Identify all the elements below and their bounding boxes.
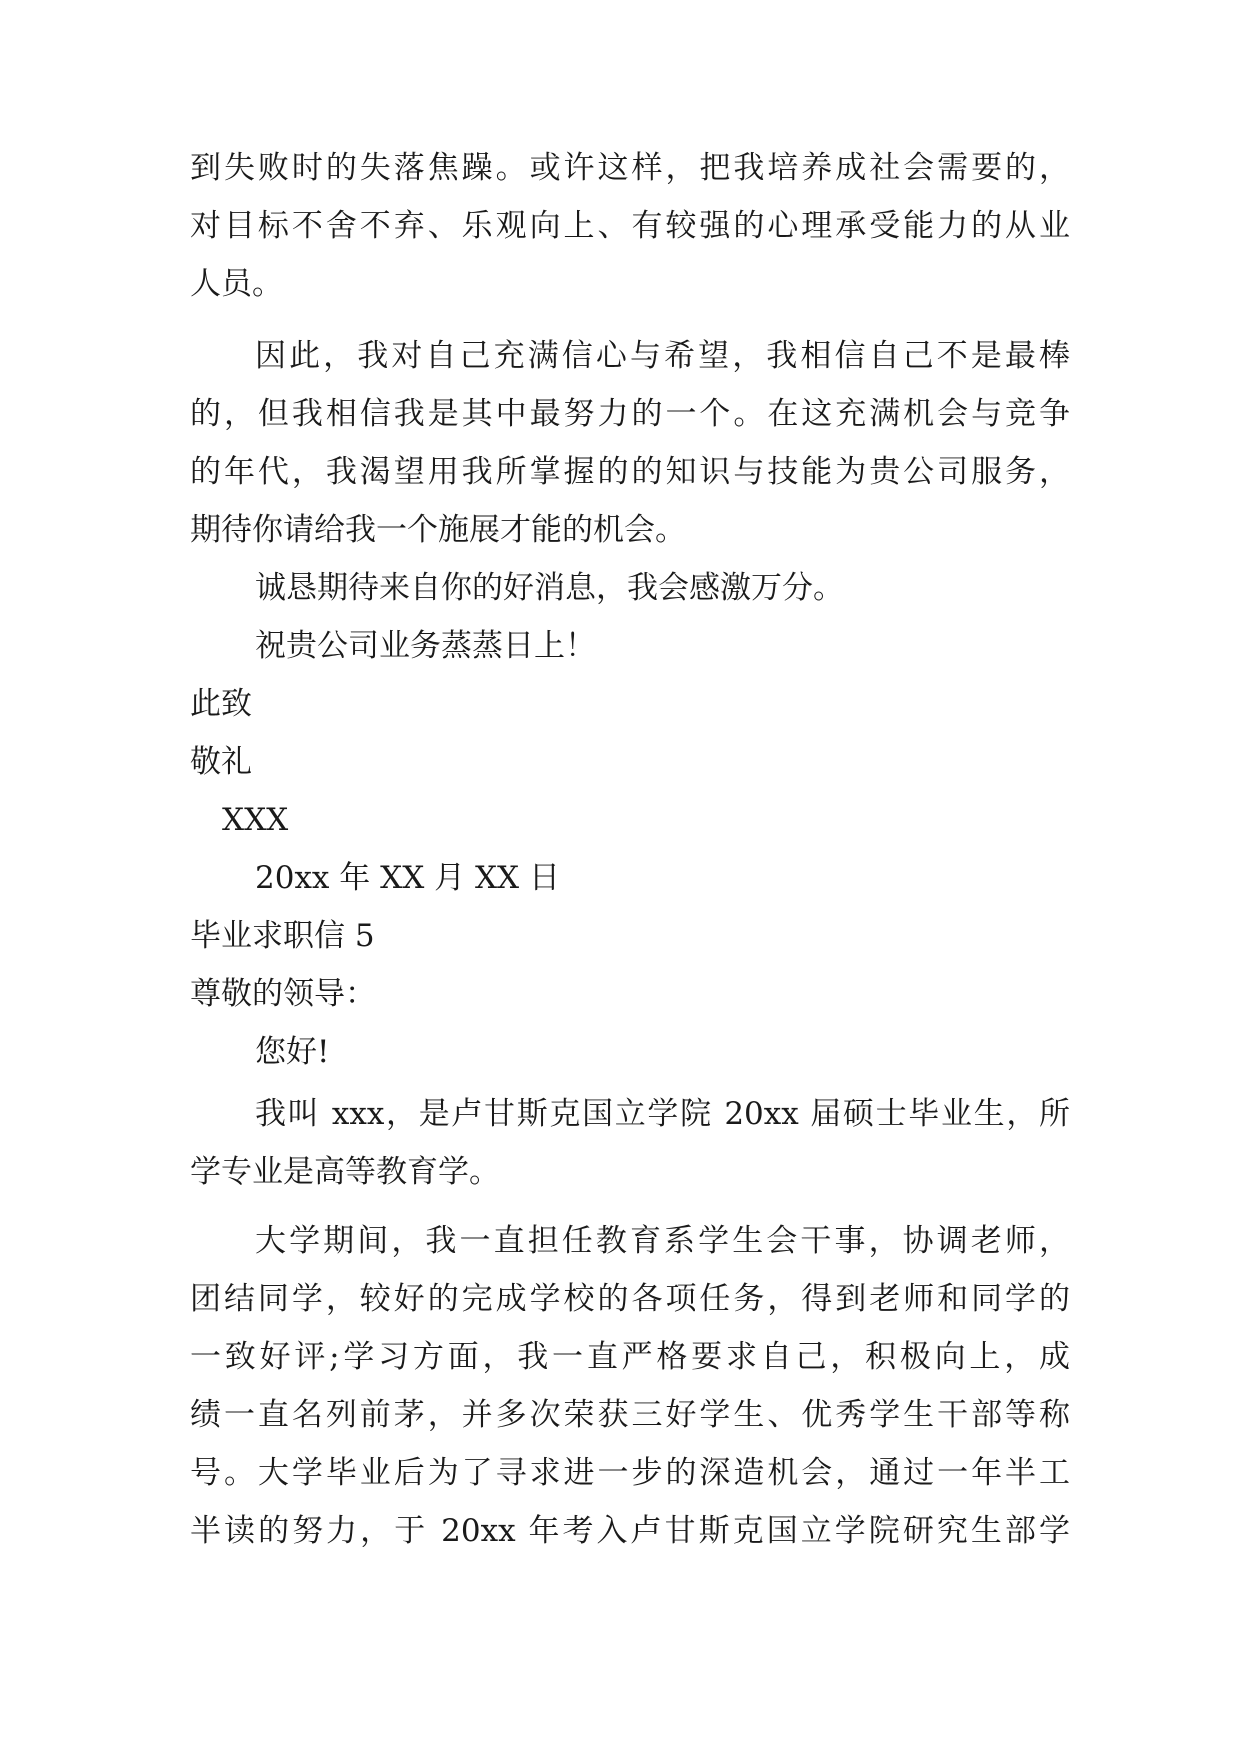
paragraph-line: 大学期间，我一直担任教育系学生会干事，协调老师，	[255, 1223, 1070, 1259]
closing-regards: 敬礼	[190, 744, 252, 780]
paragraph-line: 人员。	[190, 266, 283, 302]
paragraph-line: 祝贵公司业务蒸蒸日上！	[255, 628, 596, 664]
paragraph-line: 学专业是高等教育学。	[190, 1154, 500, 1190]
paragraph-line: 半读的努力，于 20xx 年考入卢甘斯克国立学院研究生部学	[190, 1513, 1070, 1549]
paragraph-line: 诚恳期待来自你的好消息，我会感激万分。	[255, 570, 844, 606]
letter-hello: 您好!	[255, 1034, 330, 1070]
paragraph-line: 我叫 xxx，是卢甘斯克国立学院 20xx 届硕士毕业生，所	[255, 1096, 1070, 1132]
paragraph-line: 的年代，我渴望用我所掌握的的知识与技能为贵公司服务，	[190, 454, 1070, 490]
paragraph-line: 一致好评;学习方面，我一直严格要求自己，积极向上，成	[190, 1339, 1070, 1375]
signature-date: 20xx 年 XX 月 XX 日	[255, 860, 560, 896]
paragraph-line: 的，但我相信我是其中最努力的一个。在这充满机会与竞争	[190, 396, 1070, 432]
paragraph-line: 因此，我对自己充满信心与希望，我相信自己不是最棒	[255, 338, 1070, 374]
signature-name: XXX	[222, 802, 289, 838]
paragraph-line: 期待你请给我一个施展才能的机会。	[190, 512, 686, 548]
paragraph-line: 号。大学毕业后为了寻求进一步的深造机会，通过一年半工	[190, 1455, 1070, 1491]
paragraph-line: 团结同学，较好的完成学校的各项任务，得到老师和同学的	[190, 1281, 1070, 1317]
section-title: 毕业求职信 5	[190, 918, 375, 954]
paragraph-line: 到失败时的失落焦躁。或许这样，把我培养成社会需要的，	[190, 150, 1070, 186]
paragraph-line: 绩一直名列前茅，并多次荣获三好学生、优秀学生干部等称	[190, 1397, 1070, 1433]
closing-salutation: 此致	[190, 686, 252, 722]
letter-greeting: 尊敬的领导：	[190, 976, 376, 1012]
paragraph-line: 对目标不舍不弃、乐观向上、有较强的心理承受能力的从业	[190, 208, 1070, 244]
